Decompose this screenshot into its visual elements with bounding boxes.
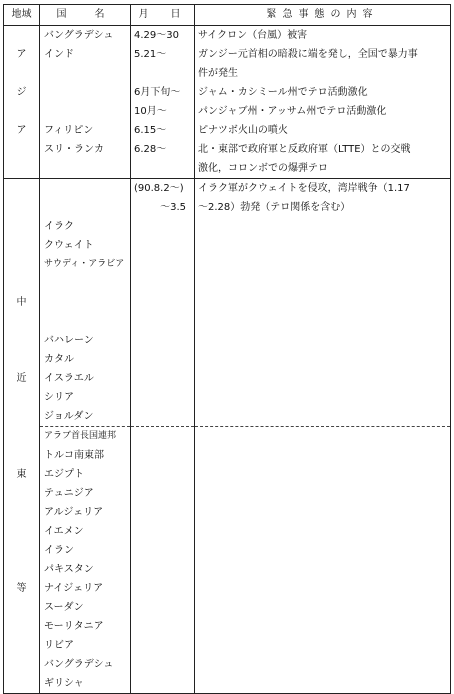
region-cell bbox=[4, 274, 40, 293]
region-cell bbox=[4, 427, 40, 447]
region-cell bbox=[4, 674, 40, 694]
region-char: 等 bbox=[4, 579, 40, 598]
country-cell: モーリタニア bbox=[40, 617, 131, 636]
date-cell bbox=[131, 674, 195, 694]
country-cell: カタル bbox=[40, 350, 131, 369]
content-cell bbox=[195, 312, 451, 331]
date-cell bbox=[131, 369, 195, 388]
table-row bbox=[4, 427, 451, 447]
content-cell bbox=[195, 350, 451, 369]
region-char: 東 bbox=[4, 465, 40, 484]
content-cell: サイクロン（台風）被害 bbox=[195, 26, 451, 46]
country-cell bbox=[40, 64, 131, 83]
region-cell bbox=[4, 407, 40, 427]
region-char: ア bbox=[4, 45, 40, 64]
content-cell bbox=[195, 674, 451, 694]
table-row bbox=[4, 121, 451, 140]
date-cell bbox=[131, 541, 195, 560]
table-row bbox=[4, 179, 451, 199]
date-cell bbox=[131, 427, 195, 447]
date-cell bbox=[131, 293, 195, 312]
region-cell bbox=[4, 636, 40, 655]
country-cell: イラン bbox=[40, 541, 131, 560]
content-cell: ガンジー元首相の暗殺に端を発し，全国で暴力事 bbox=[195, 45, 451, 64]
content-cell: ピナツボ火山の噴火 bbox=[195, 121, 451, 140]
region-char: 中 bbox=[4, 293, 40, 312]
region-cell bbox=[4, 312, 40, 331]
table-row bbox=[4, 503, 451, 522]
date-cell bbox=[131, 655, 195, 674]
date-cell bbox=[131, 407, 195, 427]
content-cell bbox=[195, 217, 451, 236]
region-cell bbox=[4, 541, 40, 560]
country-cell: バングラデシュ bbox=[40, 655, 131, 674]
date-cell: 6.28～ bbox=[131, 140, 195, 159]
table-row bbox=[4, 522, 451, 541]
table-row bbox=[4, 350, 451, 369]
date-cell bbox=[131, 446, 195, 465]
content-cell bbox=[195, 427, 451, 447]
table-row bbox=[4, 388, 451, 407]
country-cell: アラブ首長国連邦 bbox=[40, 427, 131, 447]
region-cell bbox=[4, 179, 40, 199]
region-cell bbox=[4, 198, 40, 217]
date-cell bbox=[131, 617, 195, 636]
date-cell bbox=[131, 350, 195, 369]
country-cell bbox=[40, 293, 131, 312]
region-cell bbox=[4, 217, 40, 236]
content-cell bbox=[195, 541, 451, 560]
date-cell bbox=[131, 503, 195, 522]
table-row bbox=[4, 312, 451, 331]
region-cell bbox=[4, 255, 40, 274]
region-cell bbox=[4, 102, 40, 121]
region-char: ア bbox=[4, 121, 40, 140]
date-cell bbox=[131, 484, 195, 503]
content-cell bbox=[195, 236, 451, 255]
table-row bbox=[4, 236, 451, 255]
region-cell bbox=[4, 560, 40, 579]
country-cell: サウディ・アラビア bbox=[40, 255, 131, 274]
content-cell bbox=[195, 407, 451, 427]
table-row bbox=[4, 446, 451, 465]
country-cell bbox=[40, 274, 131, 293]
region-char: 近 bbox=[4, 369, 40, 388]
content-cell bbox=[195, 388, 451, 407]
content-cell bbox=[195, 617, 451, 636]
content-cell: イラク軍がクウェイトを侵攻，湾岸戦争（1.17 bbox=[195, 179, 451, 199]
country-cell: スリ・ランカ bbox=[40, 140, 131, 159]
date-cell bbox=[131, 522, 195, 541]
region-cell bbox=[4, 484, 40, 503]
date-cell: 4.29～30 bbox=[131, 26, 195, 46]
country-cell: アルジェリア bbox=[40, 503, 131, 522]
content-cell: ジャム・カシミール州でテロ活動激化 bbox=[195, 83, 451, 102]
country-cell: イラク bbox=[40, 217, 131, 236]
content-cell bbox=[195, 655, 451, 674]
date-cell: ～3.5 bbox=[131, 198, 195, 217]
region-cell bbox=[4, 388, 40, 407]
content-cell bbox=[195, 560, 451, 579]
country-cell bbox=[40, 83, 131, 102]
date-cell bbox=[131, 274, 195, 293]
header-country: 国 名 bbox=[40, 5, 131, 26]
date-cell bbox=[131, 255, 195, 274]
region-cell bbox=[4, 331, 40, 350]
date-cell bbox=[131, 331, 195, 350]
table-row bbox=[4, 26, 451, 46]
table-row bbox=[4, 674, 451, 694]
region-cell bbox=[4, 140, 40, 159]
header-content: 緊急事態の内容 bbox=[195, 5, 451, 26]
region-cell bbox=[4, 617, 40, 636]
country-cell: スーダン bbox=[40, 598, 131, 617]
country-cell: バングラデシュ bbox=[40, 26, 131, 46]
content-cell: パンジャブ州・アッサム州でテロ活動激化 bbox=[195, 102, 451, 121]
table-row bbox=[4, 331, 451, 350]
date-cell bbox=[131, 465, 195, 484]
region-cell bbox=[4, 446, 40, 465]
content-cell bbox=[195, 369, 451, 388]
region-cell bbox=[4, 598, 40, 617]
region-cell bbox=[4, 64, 40, 83]
table-row bbox=[4, 655, 451, 674]
content-cell: 激化，コロンボでの爆弾テロ bbox=[195, 159, 451, 179]
content-cell: 北・東部で政府軍と反政府軍（LTTE）との交戦 bbox=[195, 140, 451, 159]
content-cell bbox=[195, 465, 451, 484]
header-region: 地域 bbox=[4, 5, 40, 26]
table-row bbox=[4, 159, 451, 179]
region-char: ジ bbox=[4, 83, 40, 102]
country-cell: ギリシャ bbox=[40, 674, 131, 694]
region-cell bbox=[4, 503, 40, 522]
date-cell bbox=[131, 159, 195, 179]
table-row bbox=[4, 198, 451, 217]
date-cell bbox=[131, 388, 195, 407]
table-row bbox=[4, 484, 451, 503]
country-cell: バハレーン bbox=[40, 331, 131, 350]
content-cell bbox=[195, 274, 451, 293]
date-cell bbox=[131, 312, 195, 331]
country-cell: ナイジェリア bbox=[40, 579, 131, 598]
content-cell bbox=[195, 636, 451, 655]
region-cell bbox=[4, 26, 40, 46]
date-cell bbox=[131, 598, 195, 617]
content-cell bbox=[195, 255, 451, 274]
table-row bbox=[4, 579, 451, 598]
country-cell bbox=[40, 312, 131, 331]
content-cell: 件が発生 bbox=[195, 64, 451, 83]
date-cell: 5.21～ bbox=[131, 45, 195, 64]
date-cell: (90.8.2～) bbox=[131, 179, 195, 199]
country-cell: イエメン bbox=[40, 522, 131, 541]
content-cell bbox=[195, 484, 451, 503]
date-cell bbox=[131, 579, 195, 598]
country-cell: イスラエル bbox=[40, 369, 131, 388]
table-row bbox=[4, 83, 451, 102]
country-cell: シリア bbox=[40, 388, 131, 407]
country-cell: トルコ南東部 bbox=[40, 446, 131, 465]
country-cell bbox=[40, 102, 131, 121]
date-cell bbox=[131, 236, 195, 255]
table-row bbox=[4, 217, 451, 236]
table-row bbox=[4, 45, 451, 64]
date-cell: 10月～ bbox=[131, 102, 195, 121]
country-cell: パキスタン bbox=[40, 560, 131, 579]
content-cell bbox=[195, 446, 451, 465]
region-cell bbox=[4, 522, 40, 541]
region-cell bbox=[4, 655, 40, 674]
content-cell bbox=[195, 503, 451, 522]
table-row bbox=[4, 274, 451, 293]
country-cell: テュニジア bbox=[40, 484, 131, 503]
country-cell: ジョルダン bbox=[40, 407, 131, 427]
region-cell bbox=[4, 159, 40, 179]
date-cell bbox=[131, 636, 195, 655]
table-row bbox=[4, 636, 451, 655]
table-row bbox=[4, 140, 451, 159]
country-cell: クウェイト bbox=[40, 236, 131, 255]
region-cell bbox=[4, 236, 40, 255]
table-row bbox=[4, 407, 451, 427]
content-cell bbox=[195, 579, 451, 598]
table-row bbox=[4, 102, 451, 121]
table-row bbox=[4, 465, 451, 484]
content-cell bbox=[195, 293, 451, 312]
content-cell bbox=[195, 522, 451, 541]
table-row bbox=[4, 64, 451, 83]
date-cell: 6.15～ bbox=[131, 121, 195, 140]
table-row bbox=[4, 598, 451, 617]
content-cell bbox=[195, 331, 451, 350]
date-cell: 6月下旬～ bbox=[131, 83, 195, 102]
table-row bbox=[4, 255, 451, 274]
country-cell: リビア bbox=[40, 636, 131, 655]
country-cell bbox=[40, 159, 131, 179]
table-row bbox=[4, 369, 451, 388]
country-cell: エジプト bbox=[40, 465, 131, 484]
header-date: 月 日 bbox=[131, 5, 195, 26]
content-cell bbox=[195, 598, 451, 617]
country-cell: インド bbox=[40, 45, 131, 64]
table-row bbox=[4, 560, 451, 579]
date-cell bbox=[131, 64, 195, 83]
region-cell bbox=[4, 350, 40, 369]
table-header-row bbox=[4, 5, 451, 26]
table-row bbox=[4, 293, 451, 312]
emergency-events-table bbox=[3, 4, 451, 694]
table-row bbox=[4, 617, 451, 636]
date-cell bbox=[131, 217, 195, 236]
country-cell bbox=[40, 198, 131, 217]
content-cell: ～2.28）勃発（テロ関係を含む） bbox=[195, 198, 451, 217]
country-cell bbox=[40, 179, 131, 199]
date-cell bbox=[131, 560, 195, 579]
table-row bbox=[4, 541, 451, 560]
country-cell: フィリピン bbox=[40, 121, 131, 140]
